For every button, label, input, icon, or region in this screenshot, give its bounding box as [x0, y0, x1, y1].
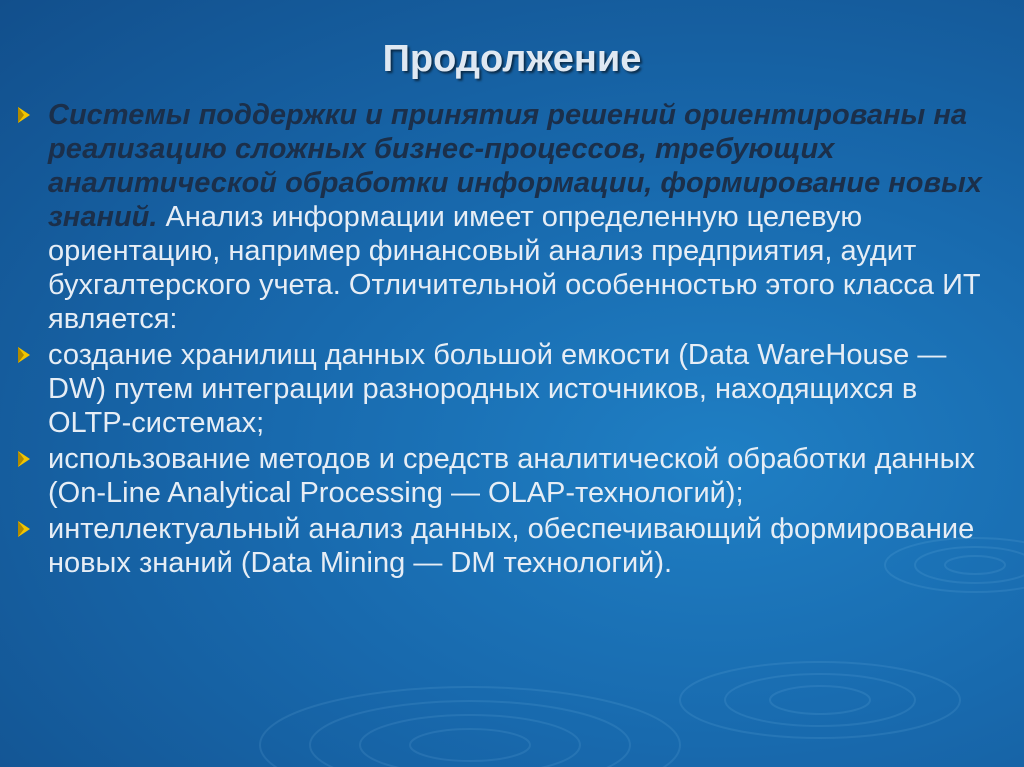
bullet-bold-text: Системы поддержки и принятия решений ориентированы на реализацию сложных бизнес-процессов, требующих аналитической обработки информации, формирование новых знаний.	[48, 99, 982, 233]
bullet-text: использование методов и средств аналитической обработки данных (On-Line Analytical Processing — OLAP-технологий);	[48, 443, 975, 509]
bullet-item	[14, 98, 1004, 336]
bullet-text: создание хранилищ данных большой емкости (Data WareHouse — DW) путем интеграции разнородных источников, находящихся в OLTP-системах;	[48, 339, 947, 439]
chevron-arrow-icon	[14, 101, 38, 129]
bullet-item	[14, 338, 1004, 440]
slide-title: Продолжение	[382, 38, 642, 80]
bullet-text: интеллектуальный анализ данных, обеспечивающий формирование новых знаний (Data Mining — DM технологий).	[48, 513, 975, 579]
chevron-arrow-icon	[14, 445, 38, 473]
bullet-list	[14, 98, 1004, 582]
bullet-item	[14, 512, 1004, 580]
chevron-arrow-icon	[14, 341, 38, 369]
chevron-arrow-icon	[14, 515, 38, 543]
bullet-item	[14, 442, 1004, 510]
bullet-text: Анализ информации имеет определенную целевую ориентацию, например финансовый анализ предприятия, аудит бухгалтерского учета. Отличительной особенностью этого класса ИТ является:	[48, 201, 981, 335]
